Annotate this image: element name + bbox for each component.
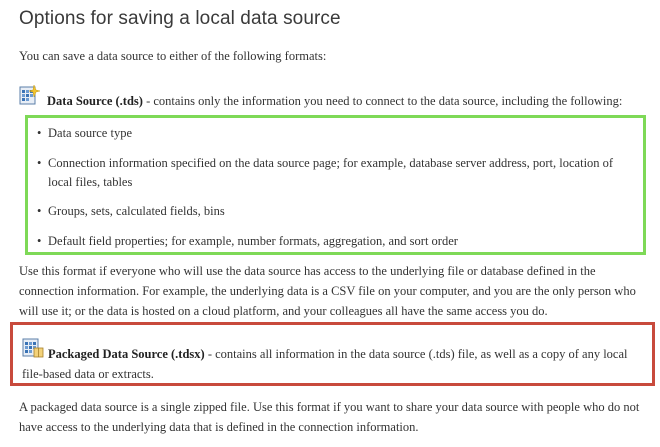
tdsx-name: Packaged Data Source (.tdsx) [48, 347, 205, 361]
packaged-data-source-icon [22, 336, 44, 358]
list-item: • Connection information specified on the data source page; for example, database server address, port, location of local files, tables [38, 154, 613, 192]
intro-text: You can save a data source to either of the following formats: [19, 49, 327, 63]
tdsx-heading-text [48, 344, 627, 364]
tds-usage-paragraph: Use this format if everyone who will use the data source has access to the underlying file or database defined in the connection information. For example, the underlying data is a CSV file on your computer, and you are the only person who will use it; or the data is hosted on a cloud platform, and your colleagues all have the same access you do. [19, 264, 636, 318]
tdsx-description: - contains all information in the data source (.tds) file, as well as a copy of any local [204, 347, 628, 361]
tds-heading-text [47, 94, 622, 109]
list-item: • Default field properties; for example, number formats, aggregation, and sort order [38, 232, 458, 251]
tdsx-usage-paragraph: A packaged data source is a single zipped file. Use this format if you want to share your data source with people who do not have access to the underlying data that is defined in the connection information. [19, 400, 640, 434]
page-title: Options for saving a local data source [19, 8, 341, 29]
list-item: • Data source type [38, 124, 132, 143]
tdsx-description-continued: file-based data or extracts. [22, 367, 154, 381]
tds-name: Data Source (.tds) [47, 94, 143, 108]
list-item: • Groups, sets, calculated fields, bins [38, 202, 225, 221]
tds-description: - contains only the information you need to connect to the data source, including the following: [142, 94, 623, 108]
data-source-icon [19, 84, 41, 106]
